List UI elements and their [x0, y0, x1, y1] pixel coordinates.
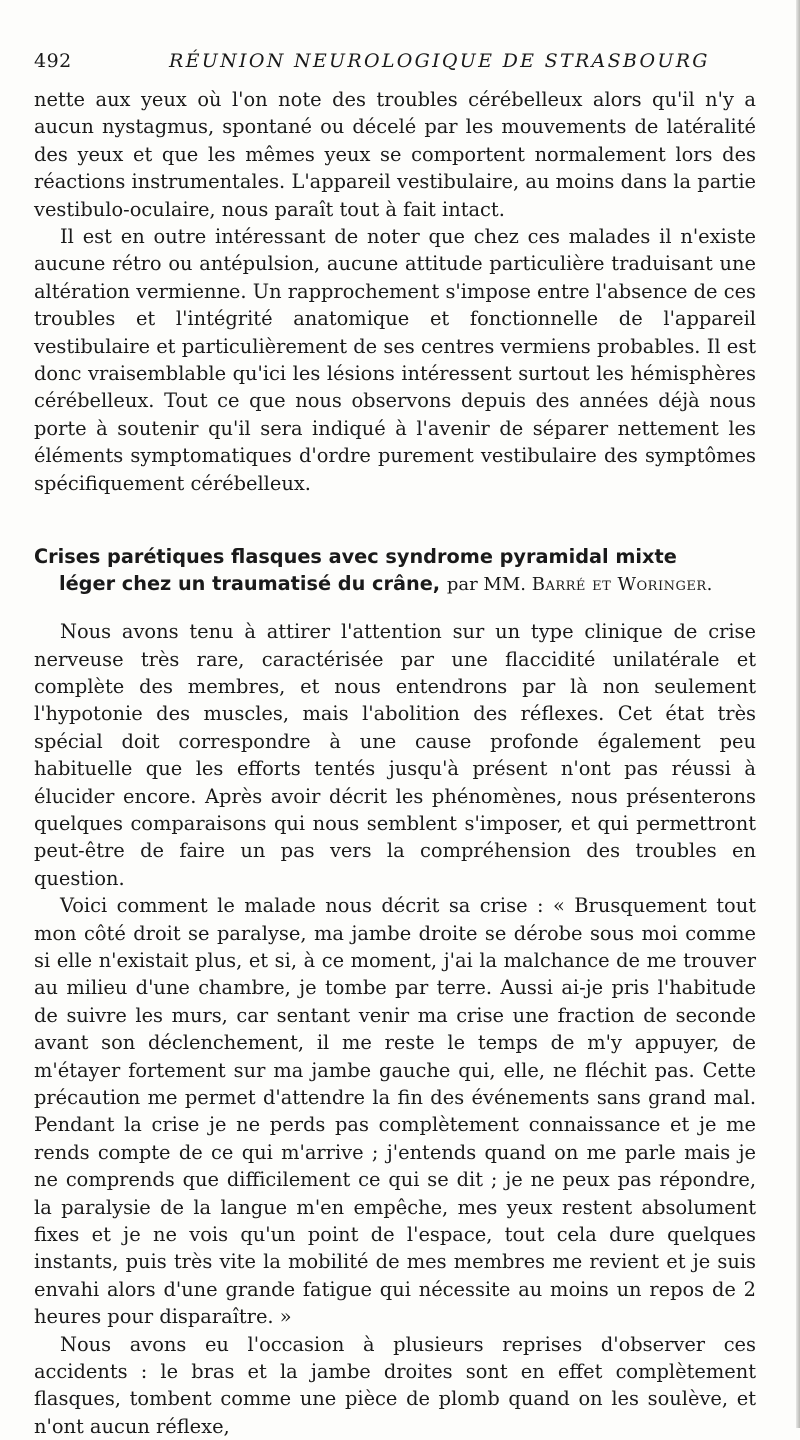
section-heading-line1: Crises parétiques flasques avec syndrome pyramidal mixte [34, 545, 677, 569]
page-number: 492 [34, 50, 72, 72]
section-heading-byline [447, 574, 713, 595]
paragraph: Nous avons tenu à attirer l'attention sur un type clinique de crise nerveuse très rare, caractérisée par une flaccidité unilatérale et complète des membres, et nous entendrons par là non seulement l'hypotonie des muscles, mais l'abolition des réflexes. Cet état très spécial doit correspondre à une cause profonde également peu habituelle que les efforts tentés jusqu'à présent n'ont pas réussi à élucider encore. Après avoir décrit les phénomènes, nous présenterons quelques comparaisons qui nous semblent s'imposer, et qui permettront peut-être de faire un pas vers la compréhension des troubles en question. [34, 620, 756, 890]
book-page [34, 46, 756, 1440]
paragraph-continued: nette aux yeux où l'on note des troubles cérébelleux alors qu'il n'y a aucun nystagmus, spontané ou décelé par les mouvements de latéralité des yeux et que les mêmes yeux se comportent normalement lors des réactions instrumentales. L'appareil vestibulaire, au moins dans la partie vestibulo-oculaire, nous paraît tout à fait intact. [34, 88, 756, 221]
byline-authors: Barré et Woringer. [531, 574, 713, 596]
paragraph: Nous avons eu l'occasion à plusieurs reprises d'observer ces accidents : le bras et la jambe droites sont en effet complètement flasques, tombent comme une pièce de plomb quand on les soulève, et n'ont aucun réflexe, [34, 1332, 756, 1438]
running-title: RÉUNION NEUROLOGIQUE DE STRASBOURG [169, 50, 710, 72]
paragraph-quote: Voici comment le malade nous décrit sa crise : « Brusquement tout mon côté droit se paralyse, ma jambe droite se dérobe sous moi comme si elle n'existait plus, et si, à ce moment, j'ai la malchance de me trouver au milieu d'une chambre, je tombe par terre. Aussi ai-je pris l'habitude de suivre les murs, car sentant venir ma crise une fraction de seconde avant son déclenchement, il me reste le temps de m'y appuyer, de m'étayer fortement sur ma jambe gauche qui, elle, ne fléchit pas. Cette précaution me permet d'attendre la fin des événements sans grand mal. Pendant la crise je ne perds pas complètement connaissance et je me rends compte de ce qui m'arrive ; j'entends quand on me parle mais je ne comprends que difficilement ce qui se dit ; je ne peux pas répondre, la paralysie de la langue m'en empêche, mes yeux restent absolument fixes et je ne vois qu'un point de l'espace, tout cela dure quelques instants, puis très vite la mobilité de mes membres me revient et je suis envahi alors d'une grande fatigue qui nécessite au moins un repos de 2 heures pour disparaître. » [34, 894, 756, 1329]
section-heading [34, 543, 756, 598]
byline-prefix: par MM. [446, 574, 526, 596]
section-heading-line2-text: léger chez un traumatisé du crâne, [59, 572, 441, 596]
page-header [34, 46, 756, 76]
page-edge-shadow [796, 0, 800, 1428]
section-heading-line2 [34, 570, 756, 598]
paragraph: Il est en outre intéressant de noter que chez ces malades il n'existe aucune rétro ou antépulsion, aucune attitude particulière traduisant une altération vermienne. Un rapprochement s'impose entre l'absence de ces troubles et l'intégrité anatomique et fonctionnelle de l'appareil vestibulaire et particulièrement de ses centres vermiens probables. Il est donc vraisemblable qu'ici les lésions intéressent surtout les hémisphères cérébelleux. Tout ce que nous observons depuis des années déjà nous porte à soutenir qu'il sera indiqué à l'avenir de séparer nettement les éléments symptomatiques d'ordre purement vestibulaire des symptômes spécifiquement cérébelleux. [34, 225, 756, 495]
